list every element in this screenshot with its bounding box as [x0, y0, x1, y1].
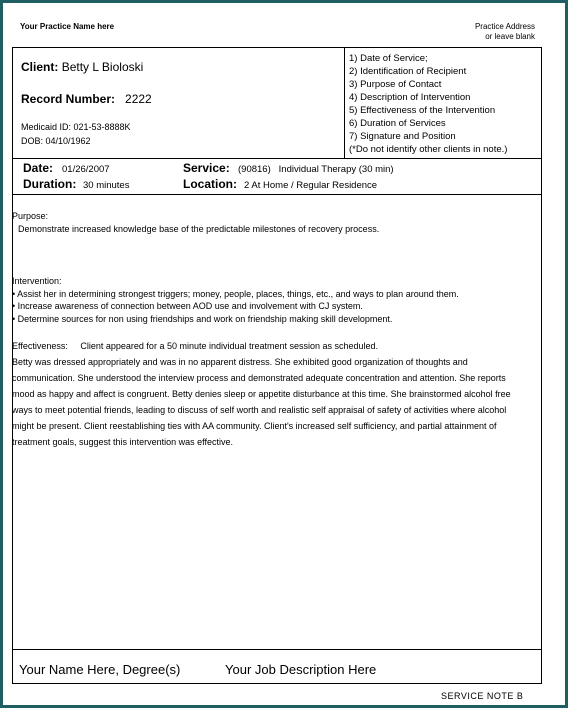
- requirements-checklist: [344, 48, 541, 158]
- signature-job: Your Job Description Here: [225, 662, 377, 677]
- purpose-section: [12, 208, 517, 237]
- client-info-row: [13, 48, 541, 159]
- service-label: Service:: [183, 161, 230, 175]
- effectiveness-heading: Effectiveness:: [12, 341, 68, 351]
- signature-row: [13, 649, 541, 685]
- record-line: [21, 92, 152, 106]
- practice-address-line1: Practice Address: [474, 22, 535, 31]
- duration-value: 30 minutes: [83, 180, 130, 191]
- date-label: Date:: [23, 161, 54, 175]
- checklist-item: 5) Effectiveness of the Intervention: [349, 105, 496, 116]
- service-info-row: [13, 159, 541, 195]
- checklist-item: 2) Identification of Recipient: [349, 66, 467, 77]
- effectiveness-text: Betty was dressed appropriately and was in no apparent distress. She exhibited good organization of thoughts and communication. She understood the interview process and demonstrated adequate concentration and attention. She reports mood as happy and affect is congruent. Betty denies sleep or appetite disturbance at this time. She brainstormed alcohol free ways to meet potential friends, leading to discuss of self worth and realistic self appraisal of safety of activities where alcohol might be present. Client reestablishing ties with AA community. Client's increased self sufficiency, and partial attainment of treatment goals, suggest this intervention was effective.: [12, 357, 511, 447]
- intervention-item: • Increase awareness of connection between AOD use and involvement with CJ system.: [12, 301, 363, 311]
- checklist-item: 1) Date of Service;: [349, 53, 428, 64]
- effectiveness-lead: Client appeared for a 50 minute individual treatment session as scheduled.: [80, 341, 379, 351]
- checklist-item: (*Do not identify other clients in note.): [349, 144, 508, 155]
- intervention-item: • Determine sources for non using friendships and work on friendship making skill development.: [12, 313, 393, 324]
- effectiveness-lead-line: [12, 338, 517, 354]
- record-number: 2222: [125, 92, 152, 106]
- practice-address-line2: or leave blank: [485, 32, 535, 41]
- purpose-text: Demonstrate increased knowledge base of the predictable milestones of recovery process.: [18, 224, 380, 234]
- client-line: [21, 60, 143, 74]
- client-label: Client:: [21, 60, 59, 74]
- practice-name: Your Practice Name here: [20, 22, 115, 31]
- checklist-item: 7) Signature and Position: [349, 131, 456, 142]
- intervention-item: • Assist her in determining strongest triggers; money, people, places, things, etc., and ways to plan around them.: [12, 288, 459, 299]
- practice-address: [475, 22, 535, 42]
- duration-label: Duration:: [23, 177, 77, 191]
- client-name: Betty L Bioloski: [61, 60, 144, 74]
- location-value: 2 At Home / Regular Residence: [244, 180, 378, 191]
- intervention-heading: Intervention:: [12, 276, 62, 286]
- checklist-item: 4) Description of Intervention: [349, 92, 471, 103]
- signature-name: Your Name Here, Degree(s): [19, 662, 181, 677]
- location-label: Location:: [183, 177, 237, 191]
- record-label: Record Number:: [21, 92, 116, 106]
- purpose-heading: Purpose:: [12, 211, 49, 221]
- date-of-birth: DOB: 04/10/1962: [21, 136, 91, 146]
- client-block: [21, 48, 341, 158]
- checklist-item: 3) Purpose of Contact: [349, 79, 442, 90]
- checklist-item: 6) Duration of Services: [349, 118, 446, 129]
- medicaid-id: Medicaid ID: 021-53-8888K: [21, 122, 131, 132]
- intervention-section: [12, 275, 517, 325]
- effectiveness-section: [12, 338, 517, 450]
- service-note-label: SERVICE NOTE B: [441, 691, 524, 701]
- date-value: 01/26/2007: [62, 164, 110, 175]
- service-value: (90816) Individual Therapy (30 min): [238, 164, 394, 175]
- note-body: [12, 208, 517, 450]
